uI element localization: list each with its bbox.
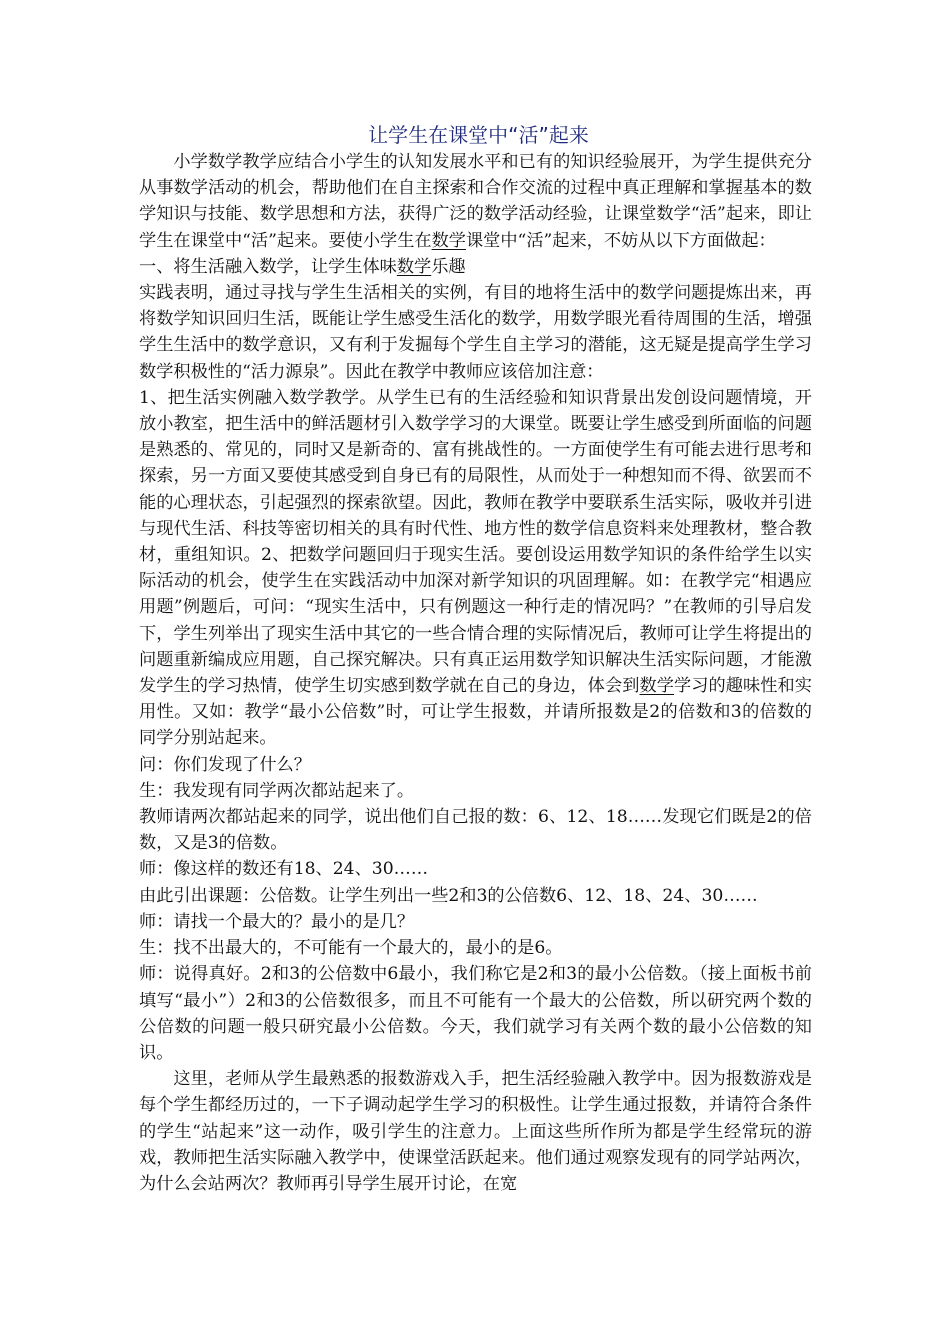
- life-examples-paragraph: [139, 385, 812, 752]
- dialogue-line: 生：找不出最大的，不可能有一个最大的，最小的是6。: [139, 938, 563, 959]
- intro-text-b: 课堂中“活”起来，不妨从以下方面做起：: [465, 230, 776, 251]
- math-link[interactable]: 数学: [396, 256, 432, 277]
- section-heading-a: 一、将生活融入数学，让学生体味: [139, 256, 397, 277]
- practice-paragraph: 实践表明，通过寻找与学生生活相关的实例，有目的地将生活中的数学问题提炼出来，再将数学知识回归生活，既能让学生感受生活化的数学，用数学眼光看待周围的生活，增强学生生活中的数学意识，又有利于发掘每个学生自主学习的潜能，这无疑是提高学生学习数学积极性的“活力源泉”。因此在教学中教师应该倍加注意：: [139, 283, 812, 382]
- analysis-paragraph: 这里，老师从学生最熟悉的报数游戏入手，把生活经验融入教学中。因为报数游戏是每个学生都经历过的，一下子调动起学生学习的积极性。让学生通过报数，并请符合条件的学生“站起来”这一动作，吸引学生的注意力。上面这些所作所为都是学生经常玩的游戏，教师把生活实际融入教学中，使课堂活跃起来。他们通过观察发现有的同学站两次，为什么会站两次？教师再引导学生展开讨论，在宽: [139, 1069, 812, 1194]
- dialogue-line: 师：像这样的数还有18、24、30……: [139, 859, 429, 880]
- document-page: [139, 121, 812, 1197]
- life-examples-text-b: 学习的趣味性和实用性。又如：教学“最小公倍数”时，可让学生报数，并请所报数是2的倍数和3的倍数的同学分别站起来。: [139, 676, 812, 749]
- intro-paragraph: [139, 149, 812, 254]
- intro-text-a: 小学数学教学应结合小学生的认知发展水平和已有的知识经验展开，为学生提供充分从事数学活动的机会，帮助他们在自主探索和合作交流的过程中真正理解和掌握基本的数学知识与技能、数学思想和方法，获得广泛的数学活动经验，让课堂数学“活”起来，即让学生在课堂中“活”起来。要使小学生在: [139, 152, 812, 251]
- document-title: 让学生在课堂中“活”起来: [368, 123, 589, 147]
- section-heading: [139, 254, 812, 280]
- section-heading-b: 乐趣: [431, 256, 466, 277]
- dialogue-line: 师：说得真好。2和3的公倍数中6最小，我们称它是2和3的最小公倍数。（接上面板书前填写“最小”）2和3的公倍数很多，而且不可能有一个最大的公倍数，所以研究两个数的公倍数的问题一般只研究最小公倍数。今天，我们就学习有关两个数的最小公倍数的知识。: [139, 964, 812, 1063]
- math-link[interactable]: 数学: [431, 230, 466, 251]
- dialogue-line: 生：我发现有同学两次都站起来了。: [139, 780, 415, 801]
- dialogue-line: 问：你们发现了什么？: [139, 754, 311, 775]
- dialogue-line: 由此引出课题：公倍数。让学生列出一些2和3的公倍数6、12、18、24、30……: [139, 885, 758, 906]
- dialogue-line: 师：请找一个最大的？最小的是几？: [139, 911, 415, 932]
- life-examples-text-a: 1、把生活实例融入数学教学。从学生已有的生活经验和知识背景出发创设问题情境，开放小教室，把生活中的鲜活题材引入数学学习的大课堂。既要让学生感受到所面临的问题是熟悉的、常见的，同时又是新奇的、富有挑战性的。一方面使学生有可能去进行思考和探索，另一方面又要使其感受到自身已有的局限性，从而处于一种想知而不得、欲罢而不能的心理状态，引起强烈的探索欲望。因此，教师在教学中要联系生活实际，吸收并引进与现代生活、科技等密切相关的具有时代性、地方性的数学信息资料来处理教材，整合教材，重组知识。2、把数学问题回归于现实生活。要创设运用数学知识的条件给学生以实际活动的机会，使学生在实践活动中加深对新学知识的巩固理解。如：在教学完“相遇应用题”例题后，可问：“现实生活中，只有例题这一种行走的情况吗？”在教师的引导启发下，学生列举出了现实生活中其它的一些合情合理的实际情况后，教师可让学生将提出的问题重新编成应用题，自己探究解决。只有真正运用数学知识解决生活实际问题，才能激发学生的学习热情，使学生切实感到数学就在自己的身边，体会到: [139, 387, 812, 697]
- math-link[interactable]: 数学: [639, 676, 674, 697]
- dialogue-line: 教师请两次都站起来的同学，说出他们自己报的数：6、12、18……发现它们既是2的倍数，又是3的倍数。: [139, 807, 812, 854]
